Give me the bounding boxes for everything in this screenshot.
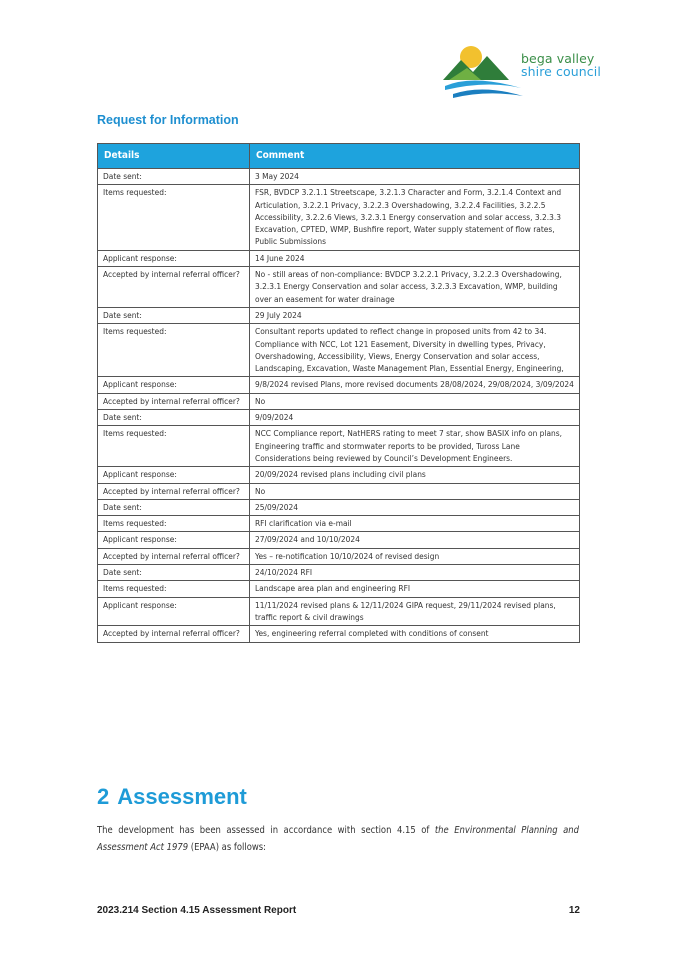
paragraph-text-end: (EPAA) as follows:	[188, 842, 267, 853]
detail-cell: Date sent:	[98, 169, 250, 185]
header-comment: Comment	[250, 144, 580, 169]
comment-cell: 20/09/2024 revised plans including civil plans	[250, 467, 580, 483]
comment-cell: 11/11/2024 revised plans & 12/11/2024 GIPA request, 29/11/2024 revised plans, traffic report & civil drawings	[250, 597, 580, 626]
detail-cell: Accepted by internal referral officer?	[98, 626, 250, 642]
table-row	[98, 581, 580, 597]
table-row	[98, 307, 580, 323]
table-row	[98, 377, 580, 393]
table-row	[98, 516, 580, 532]
act-title: the Environmental Planning and Assessment Act 1979	[97, 825, 580, 853]
assessment-paragraph	[97, 822, 579, 856]
comment-cell: FSR, BVDCP 3.2.1.1 Streetscape, 3.2.1.3 Character and Form, 3.2.1.4 Context and Articulation, 3.2.2.1 Privacy, 3.2.2.3 Overshadowing, 3.2.2.4 Facilities, 3.2.2.5 Accessibility, 3.2.2.6 Views, 3.2.3.1 Energy conservation and solar access, 3.2.3.3 Excavation, CPTED, WMP, Bushfire report, Water supply statement of flow rates, Public Submissions	[250, 185, 580, 250]
detail-cell: Applicant response:	[98, 377, 250, 393]
comment-cell: 3 May 2024	[250, 169, 580, 185]
table-header-row	[98, 144, 580, 169]
detail-cell: Items requested:	[98, 516, 250, 532]
table-row	[98, 426, 580, 467]
detail-cell: Applicant response:	[98, 467, 250, 483]
comment-cell: 25/09/2024	[250, 499, 580, 515]
comment-cell: 9/8/2024 revised Plans, more revised documents 28/08/2024, 29/08/2024, 3/09/2024	[250, 377, 580, 393]
detail-cell: Items requested:	[98, 426, 250, 467]
table-row	[98, 626, 580, 642]
detail-cell: Applicant response:	[98, 597, 250, 626]
logo-line-2: shire council	[521, 64, 601, 79]
comment-cell: No - still areas of non-compliance: BVDCP 3.2.2.1 Privacy, 3.2.2.3 Overshadowing, 3.2.3.1 Energy Conservation and solar access, 3.2.3.3 Excavation, WMP, building over an easement for water drainage	[250, 267, 580, 308]
section-title: Request for Information	[97, 113, 239, 127]
detail-cell: Accepted by internal referral officer?	[98, 483, 250, 499]
comment-cell: No	[250, 483, 580, 499]
detail-cell: Date sent:	[98, 307, 250, 323]
table-row	[98, 169, 580, 185]
table-body	[98, 169, 580, 643]
rfi-table	[97, 143, 580, 643]
council-logo	[443, 40, 633, 102]
table-row	[98, 499, 580, 515]
table-row	[98, 467, 580, 483]
detail-cell: Items requested:	[98, 581, 250, 597]
table-row	[98, 410, 580, 426]
comment-cell: 24/10/2024 RFI	[250, 565, 580, 581]
header-details: Details	[98, 144, 250, 169]
assessment-heading	[97, 784, 247, 810]
comment-cell: Consultant reports updated to reflect change in proposed units from 42 to 34. Compliance with NCC, Lot 121 Easement, Diversity in dwelling types, Privacy, Overshadowing, Accessibility, Views, Energy Conservation and solar access, Landscaping, Excavation, Waste Management Plan, Essential Energy, Engineering,	[250, 324, 580, 377]
table-row	[98, 185, 580, 250]
comment-cell: NCC Compliance report, NatHERS rating to meet 7 star, show BASIX info on plans, Engineering traffic and stormwater reports to be provided, Tuross Lane Considerations being reviewed by Council’s Development Engineers.	[250, 426, 580, 467]
detail-cell: Applicant response:	[98, 532, 250, 548]
table-row	[98, 267, 580, 308]
detail-cell: Items requested:	[98, 324, 250, 377]
detail-cell: Accepted by internal referral officer?	[98, 393, 250, 409]
comment-cell: Yes – re-notification 10/10/2024 of revised design	[250, 548, 580, 564]
council-logo-graphic	[443, 40, 523, 102]
footer-report-title: 2023.214 Section 4.15 Assessment Report	[97, 905, 297, 916]
comment-cell: 27/09/2024 and 10/10/2024	[250, 532, 580, 548]
comment-cell: 9/09/2024	[250, 410, 580, 426]
comment-cell: Landscape area plan and engineering RFI	[250, 581, 580, 597]
detail-cell: Accepted by internal referral officer?	[98, 548, 250, 564]
comment-cell: 14 June 2024	[250, 250, 580, 266]
comment-cell: 29 July 2024	[250, 307, 580, 323]
detail-cell: Items requested:	[98, 185, 250, 250]
comment-cell: Yes, engineering referral completed with conditions of consent	[250, 626, 580, 642]
logo-line-1: bega valley	[521, 51, 595, 66]
table-row	[98, 483, 580, 499]
detail-cell: Accepted by internal referral officer?	[98, 267, 250, 308]
table-row	[98, 565, 580, 581]
table-row	[98, 548, 580, 564]
table-row	[98, 324, 580, 377]
table-row	[98, 597, 580, 626]
table-row	[98, 393, 580, 409]
footer-page-number: 12	[568, 905, 580, 916]
detail-cell: Applicant response:	[98, 250, 250, 266]
heading-number: 2	[97, 784, 110, 809]
comment-cell: No	[250, 393, 580, 409]
detail-cell: Date sent:	[98, 499, 250, 515]
paragraph-text: The development has been assessed in accordance with section 4.15 of	[97, 825, 435, 836]
heading-title: Assessment	[117, 784, 247, 809]
table-row	[98, 250, 580, 266]
table-row	[98, 532, 580, 548]
comment-cell: RFI clarification via e-mail	[250, 516, 580, 532]
detail-cell: Date sent:	[98, 410, 250, 426]
detail-cell: Date sent:	[98, 565, 250, 581]
